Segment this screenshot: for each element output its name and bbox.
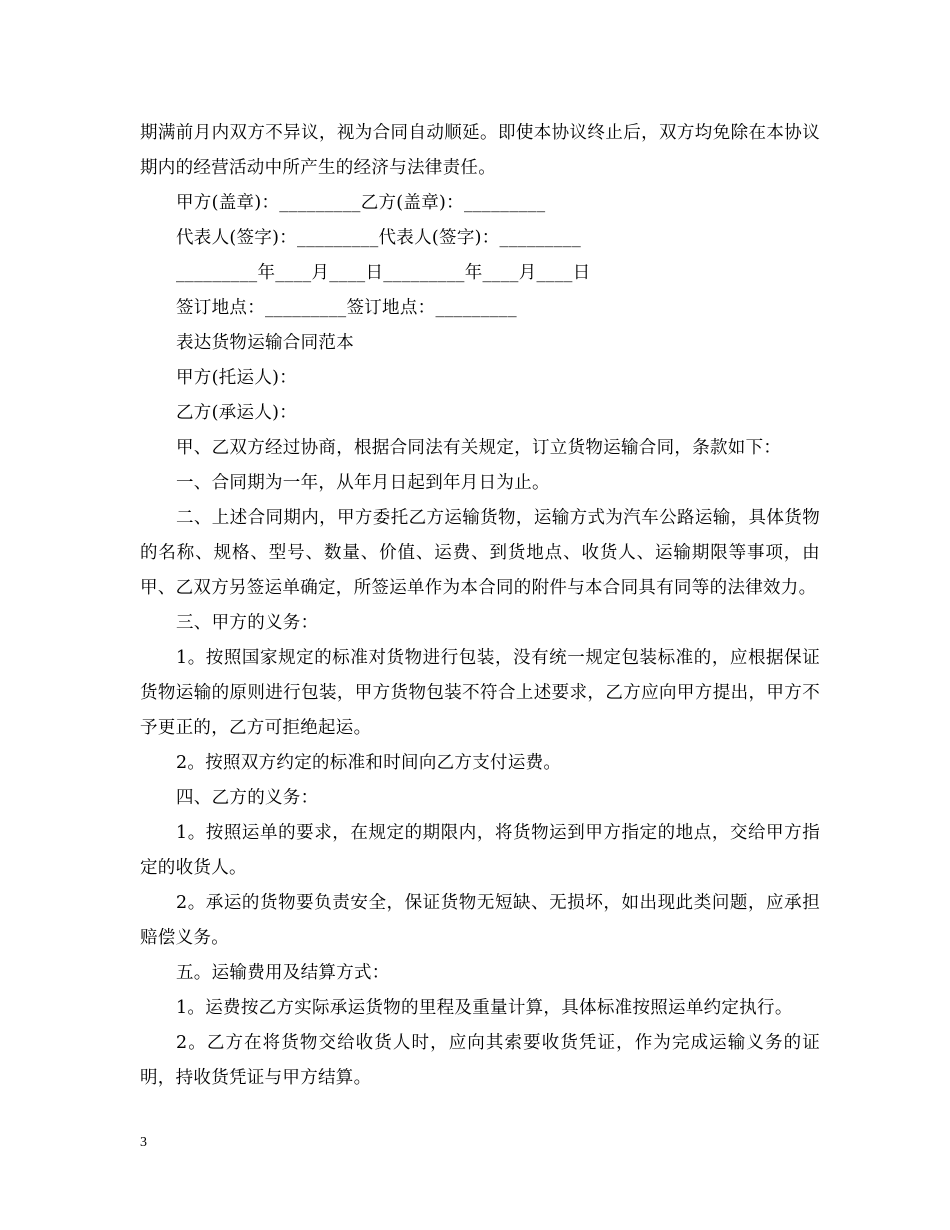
clause-item: 1。运费按乙方实际承运货物的里程及重量计算，具体标准按照运单约定执行。 — [176, 998, 793, 1018]
clause-item: 1。按照运单的要求，在规定的期限内，将货物运到甲方指定的地点，交给甲方指定的收货人。 — [140, 823, 820, 878]
clause-heading: 五。运输费用及结算方式： — [176, 963, 390, 983]
document-body — [140, 116, 820, 1096]
party-b-line: 乙方(承运人)： — [176, 403, 298, 423]
clause-item: 2。承运的货物要负责安全，保证货物无短缺、无损坏，如出现此类问题，应承担赔偿义务。 — [140, 893, 820, 948]
page-number: 3 — [140, 1135, 147, 1150]
clause-heading: 四、乙方的义务： — [176, 788, 319, 808]
paragraph: 甲、乙双方经过协商，根据合同法有关规定，订立货物运输合同，条款如下： — [176, 438, 782, 458]
paragraph: 期满前月内双方不异议，视为合同自动顺延。即使本协议终止后，双方均免除在本协议期内的经营活动中所产生的经济与法律责任。 — [140, 123, 820, 178]
signature-line-representative: 代表人(签字)：_________代表人(签字)：_________ — [176, 228, 582, 248]
clause-heading: 三、甲方的义务： — [176, 613, 319, 633]
clause-item: 1。按照国家规定的标准对货物进行包装，没有统一规定包装标准的，应根据保证货物运输的原则进行包装，甲方货物包装不符合上述要求，乙方应向甲方提出，甲方不予更正的，乙方可拒绝起运。 — [140, 648, 820, 738]
signature-line-date: _________年____月____日_________年____月____日 — [176, 263, 591, 283]
clause: 二、上述合同期内，甲方委托乙方运输货物，运输方式为汽车公路运输，具体货物的名称、规格、型号、数量、价值、运费、到货地点、收货人、运输期限等事项，由甲、乙双方另签运单确定，所签运单作为本合同的附件与本合同具有同等的法律效力。 — [140, 508, 820, 598]
clause-item: 2。乙方在将货物交给收货人时，应向其索要收货凭证，作为完成运输义务的证明，持收货凭证与甲方结算。 — [140, 1033, 820, 1088]
signature-line-seal: 甲方(盖章)：_________乙方(盖章)：_________ — [176, 193, 546, 213]
clause: 一、合同期为一年，从年月日起到年月日为止。 — [176, 473, 550, 493]
clause-item: 2。按照双方约定的标准和时间向乙方支付运费。 — [176, 753, 562, 773]
signature-line-place: 签订地点：_________签订地点：_________ — [176, 298, 517, 318]
party-a-line: 甲方(托运人)： — [176, 368, 298, 388]
section-title: 表达货物运输合同范本 — [176, 333, 354, 353]
